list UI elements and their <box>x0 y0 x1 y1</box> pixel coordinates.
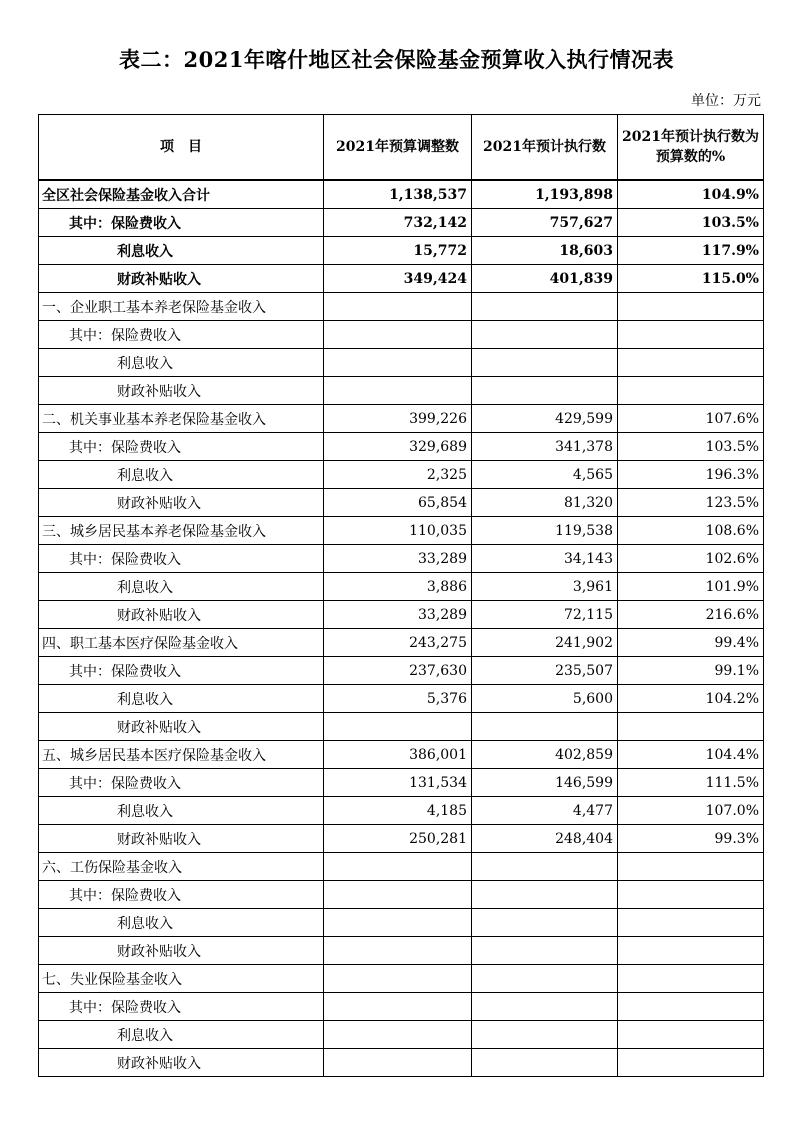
row-budget-value <box>324 713 472 741</box>
row-ratio-value: 107.6% <box>618 405 764 433</box>
row-ratio-value: 104.9% <box>618 180 764 209</box>
row-estimate-value: 341,378 <box>472 433 618 461</box>
row-estimate-value: 72,115 <box>472 601 618 629</box>
row-item-name: 财政补贴收入 <box>39 489 324 517</box>
row-estimate-value <box>472 713 618 741</box>
header-ratio: 2021年预计执行数为预算数的% <box>618 115 764 181</box>
row-estimate-value <box>472 965 618 993</box>
row-estimate-value: 401,839 <box>472 265 618 293</box>
row-estimate-value: 119,538 <box>472 517 618 545</box>
row-estimate-value <box>472 349 618 377</box>
row-ratio-value <box>618 965 764 993</box>
table-row <box>39 713 764 741</box>
row-estimate-value <box>472 937 618 965</box>
row-ratio-value: 216.6% <box>618 601 764 629</box>
row-budget-value: 732,142 <box>324 209 472 237</box>
row-ratio-value <box>618 713 764 741</box>
table-row <box>39 853 764 881</box>
row-ratio-value: 103.5% <box>618 209 764 237</box>
table-row <box>39 433 764 461</box>
row-ratio-value: 99.4% <box>618 629 764 657</box>
row-estimate-value <box>472 321 618 349</box>
row-estimate-value: 235,507 <box>472 657 618 685</box>
row-estimate-value: 4,477 <box>472 797 618 825</box>
row-ratio-value <box>618 937 764 965</box>
row-item-name: 五、城乡居民基本医疗保险基金收入 <box>39 741 324 769</box>
row-budget-value <box>324 965 472 993</box>
row-budget-value <box>324 937 472 965</box>
table-row <box>39 741 764 769</box>
row-item-name: 财政补贴收入 <box>39 1049 324 1077</box>
table-row <box>39 993 764 1021</box>
row-ratio-value <box>618 909 764 937</box>
row-budget-value: 4,185 <box>324 797 472 825</box>
row-estimate-value: 241,902 <box>472 629 618 657</box>
table-row <box>39 965 764 993</box>
table-row <box>39 377 764 405</box>
row-estimate-value: 3,961 <box>472 573 618 601</box>
row-estimate-value <box>472 881 618 909</box>
row-budget-value <box>324 909 472 937</box>
row-budget-value: 65,854 <box>324 489 472 517</box>
table-row <box>39 1021 764 1049</box>
row-item-name: 财政补贴收入 <box>39 601 324 629</box>
row-ratio-value <box>618 1049 764 1077</box>
row-estimate-value <box>472 993 618 1021</box>
table-row <box>39 685 764 713</box>
row-budget-value <box>324 377 472 405</box>
row-estimate-value <box>472 377 618 405</box>
row-ratio-value <box>618 993 764 1021</box>
table-row <box>39 237 764 265</box>
row-budget-value: 110,035 <box>324 517 472 545</box>
row-item-name: 其中：保险费收入 <box>39 433 324 461</box>
row-ratio-value: 111.5% <box>618 769 764 797</box>
table-row <box>39 937 764 965</box>
row-budget-value <box>324 853 472 881</box>
row-ratio-value: 104.4% <box>618 741 764 769</box>
row-ratio-value: 123.5% <box>618 489 764 517</box>
row-item-name: 其中：保险费收入 <box>39 769 324 797</box>
row-estimate-value: 4,565 <box>472 461 618 489</box>
row-estimate-value <box>472 853 618 881</box>
row-budget-value <box>324 321 472 349</box>
row-budget-value: 33,289 <box>324 601 472 629</box>
row-ratio-value: 117.9% <box>618 237 764 265</box>
row-item-name: 利息收入 <box>39 461 324 489</box>
row-budget-value: 2,325 <box>324 461 472 489</box>
row-budget-value: 131,534 <box>324 769 472 797</box>
row-ratio-value <box>618 349 764 377</box>
row-item-name: 全区社会保险基金收入合计 <box>39 180 324 209</box>
table-row <box>39 461 764 489</box>
row-budget-value <box>324 293 472 321</box>
row-item-name: 其中：保险费收入 <box>39 321 324 349</box>
table-row <box>39 601 764 629</box>
row-ratio-value <box>618 1021 764 1049</box>
row-budget-value: 1,138,537 <box>324 180 472 209</box>
row-ratio-value <box>618 293 764 321</box>
row-item-name: 财政补贴收入 <box>39 825 324 853</box>
table-row <box>39 293 764 321</box>
row-estimate-value <box>472 1021 618 1049</box>
row-item-name: 利息收入 <box>39 237 324 265</box>
row-ratio-value <box>618 377 764 405</box>
row-budget-value: 349,424 <box>324 265 472 293</box>
header-budget: 2021年预算调整数 <box>324 115 472 181</box>
row-budget-value <box>324 1021 472 1049</box>
row-estimate-value: 429,599 <box>472 405 618 433</box>
row-estimate-value: 34,143 <box>472 545 618 573</box>
row-ratio-value: 196.3% <box>618 461 764 489</box>
table-row <box>39 321 764 349</box>
row-item-name: 其中：保险费收入 <box>39 881 324 909</box>
row-item-name: 七、失业保险基金收入 <box>39 965 324 993</box>
row-ratio-value <box>618 321 764 349</box>
row-item-name: 其中：保险费收入 <box>39 545 324 573</box>
row-budget-value <box>324 1049 472 1077</box>
table-row <box>39 657 764 685</box>
row-item-name: 利息收入 <box>39 573 324 601</box>
row-item-name: 其中：保险费收入 <box>39 993 324 1021</box>
row-estimate-value: 248,404 <box>472 825 618 853</box>
revenue-table <box>38 114 764 1077</box>
row-ratio-value: 107.0% <box>618 797 764 825</box>
row-ratio-value <box>618 853 764 881</box>
row-ratio-value: 99.3% <box>618 825 764 853</box>
header-estimate: 2021年预计执行数 <box>472 115 618 181</box>
header-row <box>39 115 764 181</box>
table-row <box>39 573 764 601</box>
row-estimate-value: 402,859 <box>472 741 618 769</box>
table-row <box>39 180 764 209</box>
table-row <box>39 545 764 573</box>
unit-label: 单位：万元 <box>691 93 761 109</box>
row-item-name: 其中：保险费收入 <box>39 209 324 237</box>
row-ratio-value: 103.5% <box>618 433 764 461</box>
row-ratio-value: 102.6% <box>618 545 764 573</box>
row-item-name: 财政补贴收入 <box>39 377 324 405</box>
row-budget-value: 15,772 <box>324 237 472 265</box>
row-budget-value <box>324 993 472 1021</box>
table-row <box>39 881 764 909</box>
row-budget-value: 3,886 <box>324 573 472 601</box>
row-estimate-value: 1,193,898 <box>472 180 618 209</box>
table-row <box>39 797 764 825</box>
row-estimate-value: 81,320 <box>472 489 618 517</box>
row-budget-value: 237,630 <box>324 657 472 685</box>
row-item-name: 财政补贴收入 <box>39 713 324 741</box>
row-budget-value <box>324 881 472 909</box>
table-row <box>39 769 764 797</box>
row-item-name: 二、机关事业基本养老保险基金收入 <box>39 405 324 433</box>
row-estimate-value <box>472 1049 618 1077</box>
row-estimate-value: 757,627 <box>472 209 618 237</box>
row-item-name: 四、职工基本医疗保险基金收入 <box>39 629 324 657</box>
table-row <box>39 349 764 377</box>
row-budget-value <box>324 349 472 377</box>
header-item: 项 目 <box>39 115 324 181</box>
table-row <box>39 629 764 657</box>
row-estimate-value: 146,599 <box>472 769 618 797</box>
row-budget-value: 329,689 <box>324 433 472 461</box>
row-estimate-value: 18,603 <box>472 237 618 265</box>
row-item-name: 六、工伤保险基金收入 <box>39 853 324 881</box>
row-ratio-value: 101.9% <box>618 573 764 601</box>
table-row <box>39 909 764 937</box>
row-ratio-value: 115.0% <box>618 265 764 293</box>
row-item-name: 财政补贴收入 <box>39 937 324 965</box>
row-ratio-value <box>618 881 764 909</box>
row-estimate-value: 5,600 <box>472 685 618 713</box>
row-ratio-value: 99.1% <box>618 657 764 685</box>
row-item-name: 三、城乡居民基本养老保险基金收入 <box>39 517 324 545</box>
table-row <box>39 405 764 433</box>
table-row <box>39 517 764 545</box>
table-row <box>39 825 764 853</box>
row-ratio-value: 104.2% <box>618 685 764 713</box>
table-row <box>39 265 764 293</box>
row-item-name: 财政补贴收入 <box>39 265 324 293</box>
row-estimate-value <box>472 909 618 937</box>
row-item-name: 利息收入 <box>39 349 324 377</box>
row-item-name: 利息收入 <box>39 909 324 937</box>
row-budget-value: 250,281 <box>324 825 472 853</box>
table-row <box>39 489 764 517</box>
row-item-name: 利息收入 <box>39 797 324 825</box>
row-item-name: 一、企业职工基本养老保险基金收入 <box>39 293 324 321</box>
row-item-name: 利息收入 <box>39 685 324 713</box>
table-row <box>39 209 764 237</box>
row-budget-value: 243,275 <box>324 629 472 657</box>
page-title: 表二：2021年喀什地区社会保险基金预算收入执行情况表 <box>119 47 674 72</box>
row-ratio-value: 108.6% <box>618 517 764 545</box>
row-estimate-value <box>472 293 618 321</box>
row-budget-value: 386,001 <box>324 741 472 769</box>
table-row <box>39 1049 764 1077</box>
row-item-name: 其中：保险费收入 <box>39 657 324 685</box>
row-item-name: 利息收入 <box>39 1021 324 1049</box>
row-budget-value: 33,289 <box>324 545 472 573</box>
row-budget-value: 5,376 <box>324 685 472 713</box>
row-budget-value: 399,226 <box>324 405 472 433</box>
